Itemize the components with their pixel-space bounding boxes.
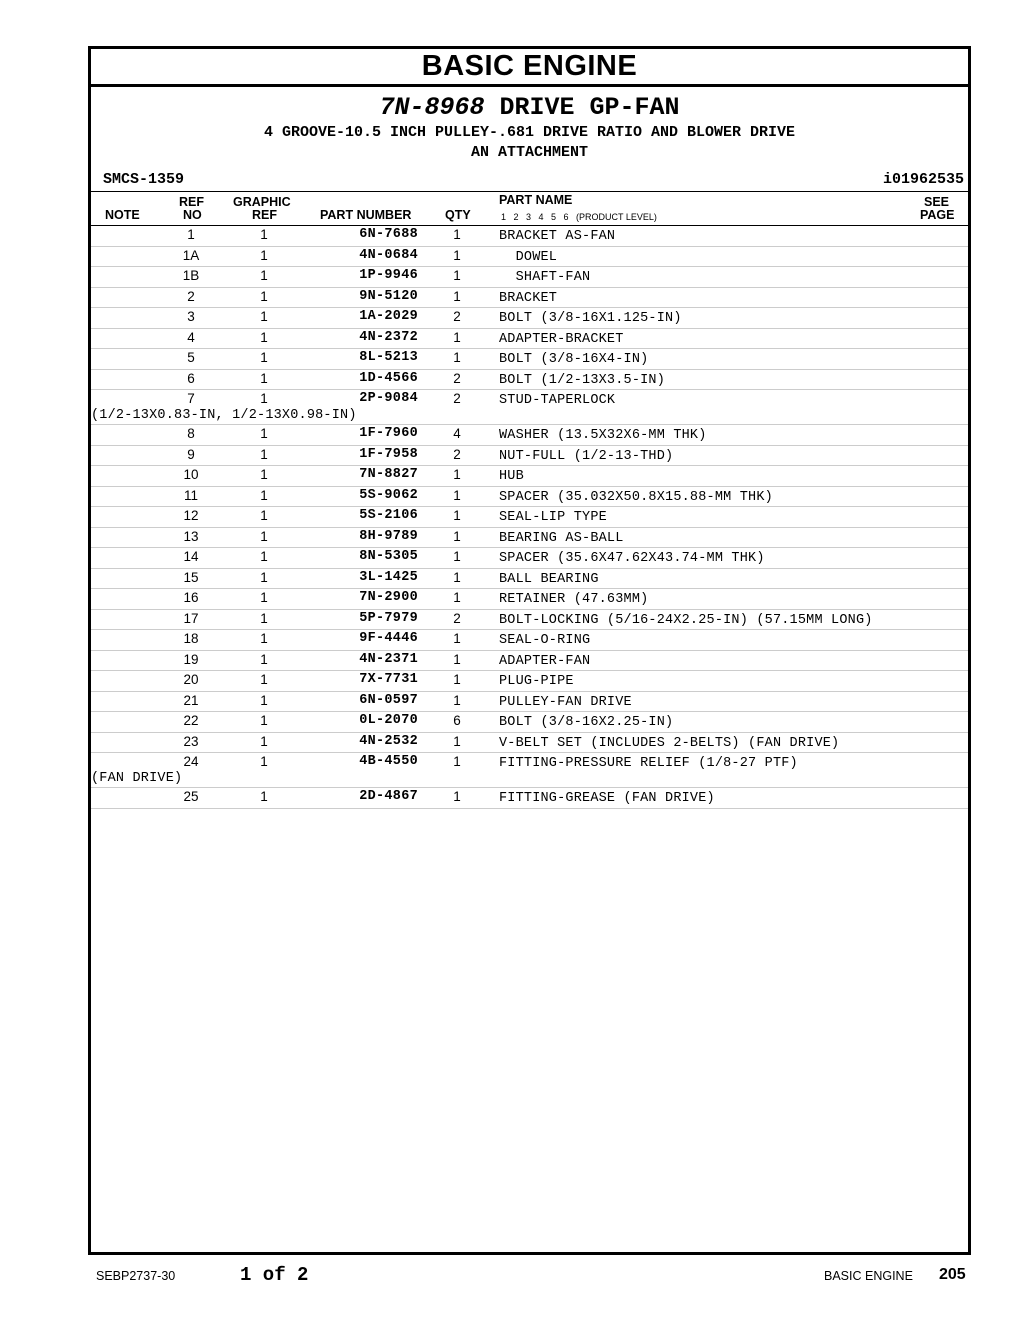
table-row — [91, 370, 968, 391]
info-number: i01962535 — [882, 171, 964, 188]
graphic-ref: 1 — [260, 754, 268, 769]
ref-no: 18 — [183, 631, 199, 646]
part-name-line1: ADAPTER-BRACKET — [499, 331, 624, 347]
part-name-line1: BALL BEARING — [499, 571, 599, 587]
group-description-line2: AN ATTACHMENT — [470, 144, 589, 161]
table-row — [91, 589, 968, 610]
part-number: 4N-2371 — [359, 651, 418, 667]
part-name — [499, 510, 607, 525]
graphic-ref: 1 — [260, 733, 268, 749]
quantity: 2 — [453, 391, 461, 406]
part-number: 8L-5213 — [359, 350, 418, 365]
quantity: 1 — [453, 651, 461, 667]
ref-no: 19 — [183, 651, 199, 667]
part-number: 1F-7958 — [359, 446, 418, 462]
graphic-ref: 1 — [260, 692, 268, 708]
part-name-line2: (1/2-13X0.83-IN, 1/2-13X0.98-IN) — [91, 407, 357, 423]
graphic-ref: 1 — [260, 672, 268, 687]
quantity: 1 — [453, 467, 461, 482]
quantity: 1 — [453, 590, 461, 605]
part-number: 5S-2106 — [359, 508, 418, 523]
part-number: 8N-5305 — [359, 549, 418, 564]
part-name — [499, 311, 682, 326]
part-number: 6N-0597 — [359, 692, 418, 708]
table-row — [91, 329, 968, 350]
ref-no: 2 — [187, 288, 195, 304]
part-number: 1D-4566 — [359, 370, 418, 386]
graphic-ref: 1 — [260, 610, 268, 626]
table-row — [91, 548, 968, 569]
quantity: 1 — [453, 227, 461, 242]
part-name — [499, 654, 590, 669]
part-name-line2: (FAN DRIVE) — [91, 770, 183, 786]
identifier-row — [91, 169, 968, 191]
ref-no: 7 — [187, 391, 195, 406]
col-part-number: PART NUMBER — [320, 208, 412, 222]
group-name: DRIVE GP-FAN — [499, 93, 680, 122]
quantity: 1 — [453, 508, 461, 523]
ref-no: 21 — [183, 692, 199, 708]
col-qty: QTY — [445, 208, 471, 222]
ref-no: 22 — [183, 713, 199, 728]
smcs-code: SMCS-1359 — [103, 171, 185, 188]
table-row — [91, 425, 968, 446]
graphic-ref: 1 — [260, 370, 268, 386]
ref-no: 11 — [183, 487, 198, 503]
part-name — [499, 373, 665, 388]
quantity: 2 — [453, 446, 461, 462]
ref-no: 10 — [183, 467, 199, 482]
quantity: 1 — [453, 528, 461, 544]
table-row — [91, 753, 968, 788]
graphic-ref: 1 — [260, 426, 268, 441]
group-title — [91, 93, 968, 123]
graphic-ref: 1 — [260, 329, 268, 345]
quantity: 1 — [453, 487, 461, 503]
graphic-ref: 1 — [260, 651, 268, 667]
graphic-ref: 1 — [260, 713, 268, 728]
quantity: 1 — [453, 754, 461, 769]
table-row — [91, 349, 968, 370]
part-name — [499, 332, 624, 347]
part-number: 1F-7960 — [359, 426, 418, 441]
quantity: 1 — [453, 692, 461, 708]
ref-no: 6 — [187, 370, 195, 386]
graphic-ref: 1 — [260, 508, 268, 523]
part-name — [499, 551, 765, 566]
part-number: 0L-2070 — [359, 713, 418, 728]
table-header — [91, 191, 968, 226]
graphic-ref: 1 — [260, 309, 268, 324]
quantity: 2 — [453, 309, 461, 324]
table-row — [91, 288, 968, 309]
part-name — [499, 633, 590, 648]
page-footer — [0, 1264, 1020, 1288]
part-name-line1: BOLT-LOCKING (5/16-24X2.25-IN) (57.15MM LONG) — [499, 612, 873, 628]
part-name-line1: BRACKET — [499, 290, 558, 306]
graphic-ref: 1 — [260, 288, 268, 304]
footer-section: BASIC ENGINE — [824, 1269, 913, 1283]
ref-no: 13 — [183, 528, 199, 544]
part-name-line1: STUD-TAPERLOCK — [499, 393, 616, 408]
quantity: 1 — [453, 268, 461, 283]
part-number: 1P-9946 — [359, 268, 418, 283]
table-row — [91, 528, 968, 549]
part-number: 2P-9084 — [359, 391, 418, 406]
part-name — [91, 756, 968, 786]
part-name-line1: FITTING-GREASE (FAN DRIVE) — [499, 791, 715, 806]
col-part-name: PART NAME — [499, 193, 573, 207]
ref-no: 1B — [182, 268, 200, 283]
table-row — [91, 226, 968, 247]
table-row — [91, 247, 968, 268]
ref-no: 1 — [187, 227, 195, 242]
part-name-line1: RETAINER (47.63MM) — [499, 592, 649, 607]
part-name-line1: SPACER (35.6X47.62X43.74-MM THK) — [499, 551, 765, 566]
table-row — [91, 671, 968, 692]
part-number: 4N-2532 — [359, 733, 418, 749]
page-of: 1 of 2 — [240, 1264, 309, 1286]
quantity: 1 — [453, 549, 461, 564]
table-row — [91, 733, 968, 754]
ref-no: 5 — [187, 350, 195, 365]
ref-no: 25 — [183, 789, 199, 804]
part-number: 7N-2900 — [359, 590, 418, 605]
part-name-line1: BOLT (3/8-16X4-IN) — [499, 352, 649, 367]
part-number: 2D-4867 — [359, 789, 418, 804]
table-row — [91, 651, 968, 672]
part-name — [499, 531, 624, 546]
doc-number: SEBP2737-30 — [96, 1269, 176, 1283]
part-number: 9N-5120 — [359, 288, 418, 304]
ref-no: 24 — [183, 754, 199, 769]
col-ref-top: REF — [179, 195, 204, 209]
graphic-ref: 1 — [260, 350, 268, 365]
ref-no: 1A — [182, 247, 200, 263]
graphic-ref: 1 — [260, 446, 268, 462]
part-number: 1A-2029 — [359, 309, 418, 324]
quantity: 1 — [453, 569, 461, 585]
part-name — [499, 715, 673, 730]
part-number: 5P-7979 — [359, 610, 418, 626]
part-name — [499, 736, 839, 751]
ref-no: 4 — [187, 329, 195, 345]
part-name — [499, 791, 715, 806]
table-row — [91, 446, 968, 467]
part-number: 4B-4550 — [359, 754, 418, 769]
table-row — [91, 308, 968, 329]
graphic-ref: 1 — [260, 590, 268, 605]
part-name — [499, 674, 574, 689]
part-number: 8H-9789 — [359, 528, 418, 544]
part-number: 5S-9062 — [359, 487, 418, 503]
table-row — [91, 630, 968, 651]
graphic-ref: 1 — [260, 569, 268, 585]
col-ref-bottom: NO — [183, 208, 202, 222]
part-name — [499, 592, 648, 607]
part-name — [499, 270, 590, 285]
col-graphic-bottom: REF — [252, 208, 277, 222]
ref-no: 20 — [183, 672, 199, 687]
table-row — [91, 267, 968, 288]
graphic-ref: 1 — [260, 268, 268, 283]
part-name-line1: ADAPTER-FAN — [499, 653, 591, 669]
part-name-line1: PULLEY-FAN DRIVE — [499, 694, 632, 710]
part-name — [499, 469, 524, 484]
quantity: 1 — [453, 247, 461, 263]
page-frame — [88, 46, 971, 1255]
part-name — [499, 490, 773, 505]
part-name — [499, 572, 599, 587]
table-row — [91, 390, 968, 425]
ref-no: 9 — [187, 446, 195, 462]
part-name-line1: BEARING AS-BALL — [499, 530, 624, 546]
part-number: 6N-7688 — [359, 227, 418, 242]
ref-no: 14 — [183, 549, 199, 564]
quantity: 1 — [453, 350, 461, 365]
graphic-ref: 1 — [260, 467, 268, 482]
ref-no: 3 — [187, 309, 195, 324]
col-graphic-top: GRAPHIC — [233, 195, 291, 209]
col-see-bottom: PAGE — [920, 208, 955, 222]
table-row — [91, 712, 968, 733]
quantity: 1 — [453, 329, 461, 345]
part-number: 7X-7731 — [359, 672, 418, 687]
parts-table — [91, 226, 968, 809]
graphic-ref: 1 — [260, 789, 268, 804]
part-number: 4N-0684 — [359, 247, 418, 263]
graphic-ref: 1 — [260, 549, 268, 564]
part-name — [499, 428, 707, 443]
part-number: 3L-1425 — [359, 569, 418, 585]
part-name-line1: BOLT (3/8-16X2.25-IN) — [499, 715, 674, 730]
part-name-line1: NUT-FULL (1/2-13-THD) — [499, 448, 674, 464]
page-number: 205 — [939, 1266, 966, 1283]
table-row — [91, 487, 968, 508]
ref-no: 23 — [183, 733, 199, 749]
quantity: 4 — [453, 426, 461, 441]
table-row — [91, 569, 968, 590]
group-description-line1: 4 GROOVE-10.5 INCH PULLEY-.681 DRIVE RATIO AND BLOWER DRIVE — [263, 124, 796, 141]
part-name-line1: SEAL-O-RING — [499, 633, 591, 648]
section-title: BASIC ENGINE — [91, 49, 968, 87]
table-row — [91, 466, 968, 487]
quantity: 1 — [453, 733, 461, 749]
col-product-level: 1 2 3 4 5 6 (PRODUCT LEVEL) — [501, 212, 657, 222]
graphic-ref: 1 — [260, 247, 268, 263]
graphic-ref: 1 — [260, 391, 268, 406]
part-name — [499, 291, 557, 306]
part-name-line1: SHAFT-FAN — [499, 270, 591, 285]
part-name-line1: SPACER (35.032X50.8X15.88-MM THK) — [499, 489, 773, 505]
part-name — [499, 449, 673, 464]
part-name — [499, 250, 557, 265]
part-name-line1: V-BELT SET (INCLUDES 2-BELTS) (FAN DRIVE) — [499, 735, 840, 751]
part-number: 9F-4446 — [359, 631, 418, 646]
quantity: 1 — [453, 672, 461, 687]
part-name-line1: BRACKET AS-FAN — [499, 229, 616, 244]
part-name-line1: FITTING-PRESSURE RELIEF (1/8-27 PTF) — [499, 756, 798, 771]
part-name — [499, 695, 632, 710]
part-name — [91, 393, 968, 423]
col-note: NOTE — [105, 208, 140, 222]
part-name-line1: HUB — [499, 469, 524, 484]
part-name-line1: SEAL-LIP TYPE — [499, 510, 607, 525]
ref-no: 12 — [183, 508, 199, 523]
col-see-top: SEE — [924, 195, 950, 209]
ref-no: 16 — [183, 590, 199, 605]
graphic-ref: 1 — [260, 227, 268, 242]
quantity: 1 — [453, 631, 461, 646]
quantity: 6 — [453, 713, 461, 728]
ref-no: 17 — [183, 610, 199, 626]
part-number: 7N-8827 — [359, 467, 418, 482]
graphic-ref: 1 — [260, 487, 268, 503]
graphic-ref: 1 — [260, 631, 268, 646]
part-name — [499, 352, 648, 367]
quantity: 2 — [453, 370, 461, 386]
group-part-number: 7N-8968 — [379, 93, 485, 122]
part-name-line1: WASHER (13.5X32X6-MM THK) — [499, 428, 707, 443]
quantity: 2 — [453, 610, 461, 626]
quantity: 1 — [453, 789, 461, 804]
ref-no: 15 — [183, 569, 199, 585]
part-name-line1: PLUG-PIPE — [499, 674, 574, 689]
table-row — [91, 788, 968, 809]
part-name-line1: BOLT (1/2-13X3.5-IN) — [499, 372, 666, 388]
graphic-ref: 1 — [260, 528, 268, 544]
table-row — [91, 507, 968, 528]
ref-no: 8 — [187, 426, 195, 441]
part-name — [499, 229, 615, 244]
part-name — [499, 613, 873, 628]
part-name-line1: DOWEL — [499, 249, 558, 265]
part-number: 4N-2372 — [359, 329, 418, 345]
part-name-line1: BOLT (3/8-16X1.125-IN) — [499, 311, 682, 326]
table-row — [91, 692, 968, 713]
quantity: 1 — [453, 288, 461, 304]
table-row — [91, 610, 968, 631]
